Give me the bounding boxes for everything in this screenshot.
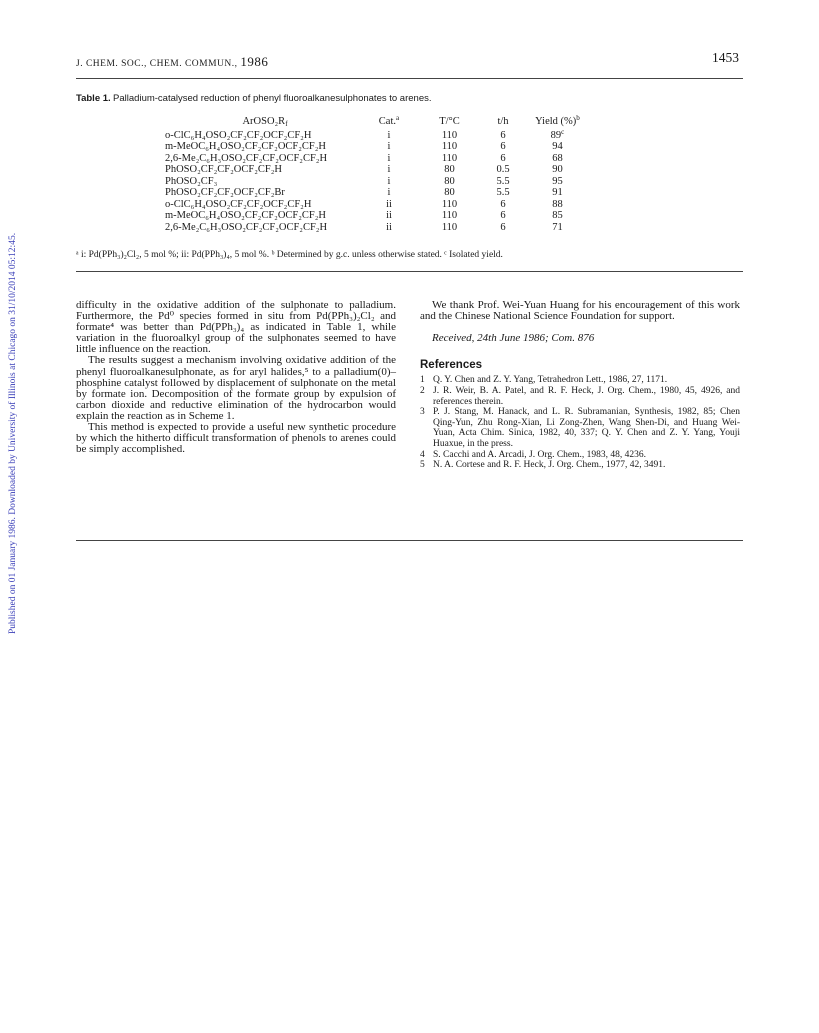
reference-number: 2: [420, 385, 425, 396]
table-row: [165, 176, 595, 188]
reference-text: J. R. Weir, B. A. Patel, and R. F. Heck, J. Org. Chem., 1980, 45, 4926, and references therein.: [433, 385, 740, 407]
reference-number: 5: [420, 460, 425, 471]
table-row: [165, 141, 595, 153]
table-row: [165, 210, 595, 222]
reference-text: P. J. Stang, M. Hanack, and L. R. Subramanian, Synthesis, 1982, 85; Chen Qing-Yun, Zhu Rong-Xian, Li Zong-Zhen, Wang Shen-Di, and Huang Wei-Yuan, Acta Chim. Sinica, 1982, 40, 337; Q. Y. Chen and Z. Y. Yang, Youji Huaxue, in the press.: [433, 407, 740, 449]
col-header-yield: Yield (%)$^b$: [535, 114, 580, 127]
reference-number: 3: [420, 407, 425, 418]
table-body: [165, 127, 595, 234]
table-label: Table 1.: [76, 93, 111, 104]
cell-cat: i: [387, 175, 391, 187]
journal-year: 1986: [240, 54, 269, 69]
table-footnote: ᵃ i: Pd(PPh₃)₂Cl₂, 5 mol %; ii: Pd(PPh₃)₄, 5 mol %. ᵇ Determined by g.c. unless otherwise stated. ᶜ Isolated yield.: [76, 250, 503, 260]
cell-yield: 95: [552, 175, 563, 187]
cell-substrate: PhOSO₂CF₂CF₂OCF₂CF₂H: [165, 164, 282, 175]
cell-yield: 89$^c$: [550, 127, 565, 141]
cell-cat: i: [387, 141, 391, 152]
journal-name: J. CHEM. SOC., CHEM. COMMUN.,: [76, 59, 238, 69]
body-paragraph: difficulty in the oxidative addition of the sulphonate to palladium. Furthermore, the Pd⁰ species formed in situ from Pd(PPh₃)₂Cl₂ and formate⁴ was better than Pd(PPh₃)₄ as indicated in Table 1, while variation in the fluoroalkyl group of the sulphonates seemed to have little influence on the reaction.: [76, 299, 396, 356]
cell-yield: 91: [552, 187, 563, 198]
table-title: Palladium-catalysed reduction of phenyl fluoroalkanesulphonates to arenes.: [113, 93, 432, 104]
cell-yield: 90: [552, 164, 563, 175]
cell-substrate: o-ClC₆H₄OSO₂CF₂CF₂OCF₂CF₂H: [165, 129, 312, 141]
cell-substrate: PhOSO₂CF₂CF₂OCF₂CF₂Br: [165, 187, 285, 198]
cell-substrate: 2,6-Me₂C₆H₃OSO₂CF₂CF₂OCF₂CF₂H: [165, 221, 328, 233]
table-header-row: [165, 116, 595, 128]
cell-yield: 85: [552, 210, 563, 221]
cell-temp: 110: [441, 210, 458, 221]
left-column: [76, 300, 396, 455]
cell-temp: 110: [441, 221, 458, 233]
col-header-temp: T/°C: [439, 116, 460, 127]
cell-time: 6: [500, 210, 506, 221]
cell-temp: 80: [444, 175, 455, 187]
cell-time: 6: [500, 152, 506, 164]
page-bottom-rule: [76, 540, 743, 541]
table-row: [165, 153, 595, 165]
table-caption: [76, 93, 432, 104]
cell-time: 6: [500, 129, 506, 141]
reference-item: [420, 375, 740, 386]
header-rule: [76, 78, 743, 79]
cell-temp: 110: [441, 129, 458, 141]
cell-cat: ii: [386, 198, 392, 210]
cell-time: 5.5: [496, 175, 510, 187]
cell-time: 6: [500, 141, 506, 152]
reference-text: Q. Y. Chen and Z. Y. Yang, Tetrahedron Lett., 1986, 27, 1171.: [433, 375, 668, 386]
cell-substrate: m-MeOC₆H₄OSO₂CF₂CF₂OCF₂CF₂H: [165, 141, 326, 152]
download-watermark-text: Published on 01 January 1986. Downloaded by University of Illinois at Chicago on 31/10/2014 05:12:45.: [8, 232, 18, 634]
body-paragraph: This method is expected to provide a useful new synthetic procedure by which the hitherto difficult transformation of phenols to arenes could be simply accomplished.: [76, 421, 396, 456]
cell-temp: 110: [441, 152, 458, 164]
reference-number: 4: [420, 449, 425, 460]
reference-item: [420, 386, 740, 407]
col-header-time: t/h: [497, 116, 509, 127]
reference-item: [420, 407, 740, 449]
body-paragraph: The results suggest a mechanism involving oxidative addition of the phenyl fluoroalkanesulphonate, as for aryl halides,⁵ to a palladium(0)–phosphine catalyst followed by displacement of sulphonate on the metal by formate ion. Decomposition of the formate group by expulsion of carbon dioxide and reductive elimination of the hydrocarbon would explain the reaction as in Scheme 1.: [76, 354, 396, 422]
cell-time: 0.5: [496, 164, 510, 175]
table-row: [165, 187, 595, 199]
data-table: [165, 116, 595, 233]
reference-item: [420, 450, 740, 461]
cell-substrate: 2,6-Me₂C₆H₃OSO₂CF₂CF₂OCF₂CF₂H: [165, 152, 328, 164]
cell-yield: 88: [552, 198, 563, 210]
table-row: [165, 199, 595, 211]
table-rule: [76, 271, 743, 272]
table-row: [165, 127, 595, 142]
cell-time: 6: [500, 221, 506, 233]
cell-time: 6: [500, 198, 506, 210]
cell-substrate: m-MeOC₆H₄OSO₂CF₂CF₂OCF₂CF₂H: [165, 210, 326, 221]
cell-cat: i: [387, 187, 391, 198]
reference-item: [420, 460, 740, 471]
col-header-cat: Cat.$^a$: [378, 114, 400, 127]
cell-cat: i: [387, 152, 391, 164]
cell-temp: 80: [444, 164, 455, 175]
cell-yield: 94: [552, 141, 563, 152]
cell-yield: 68: [552, 152, 563, 164]
reference-list: [420, 375, 740, 470]
col-header-substrate: $ArOSO_2R_f$: [242, 116, 288, 128]
table-row: [165, 164, 595, 176]
cell-cat: ii: [386, 210, 392, 221]
cell-time: 5.5: [496, 187, 510, 198]
acknowledgement: We thank Prof. Wei-Yuan Huang for his encouragement of this work and the Chinese National Science Foundation for support.: [420, 299, 740, 323]
cell-substrate: PhOSO₂CF₃: [165, 175, 218, 187]
references-heading: References: [420, 359, 483, 372]
cell-yield: 71: [552, 221, 563, 233]
cell-temp: 80: [444, 187, 455, 198]
cell-cat: i: [387, 129, 391, 141]
running-header: [76, 54, 268, 70]
cell-temp: 110: [441, 198, 458, 210]
cell-temp: 110: [441, 141, 458, 152]
cell-cat: ii: [386, 221, 392, 233]
reference-text: S. Cacchi and A. Arcadi, J. Org. Chem., 1983, 48, 4236.: [433, 449, 647, 460]
reference-number: 1: [420, 375, 425, 386]
page-number: 1453: [712, 50, 739, 65]
reference-text: N. A. Cortese and R. F. Heck, J. Org. Chem., 1977, 42, 3491.: [433, 460, 666, 471]
received-date: Received, 24th June 1986; Com. 876: [432, 332, 595, 345]
cell-cat: i: [387, 164, 391, 175]
right-column: [420, 300, 740, 471]
cell-substrate: o-ClC₆H₄OSO₂CF₂CF₂OCF₂CF₂H: [165, 198, 312, 210]
table-row: [165, 222, 595, 234]
